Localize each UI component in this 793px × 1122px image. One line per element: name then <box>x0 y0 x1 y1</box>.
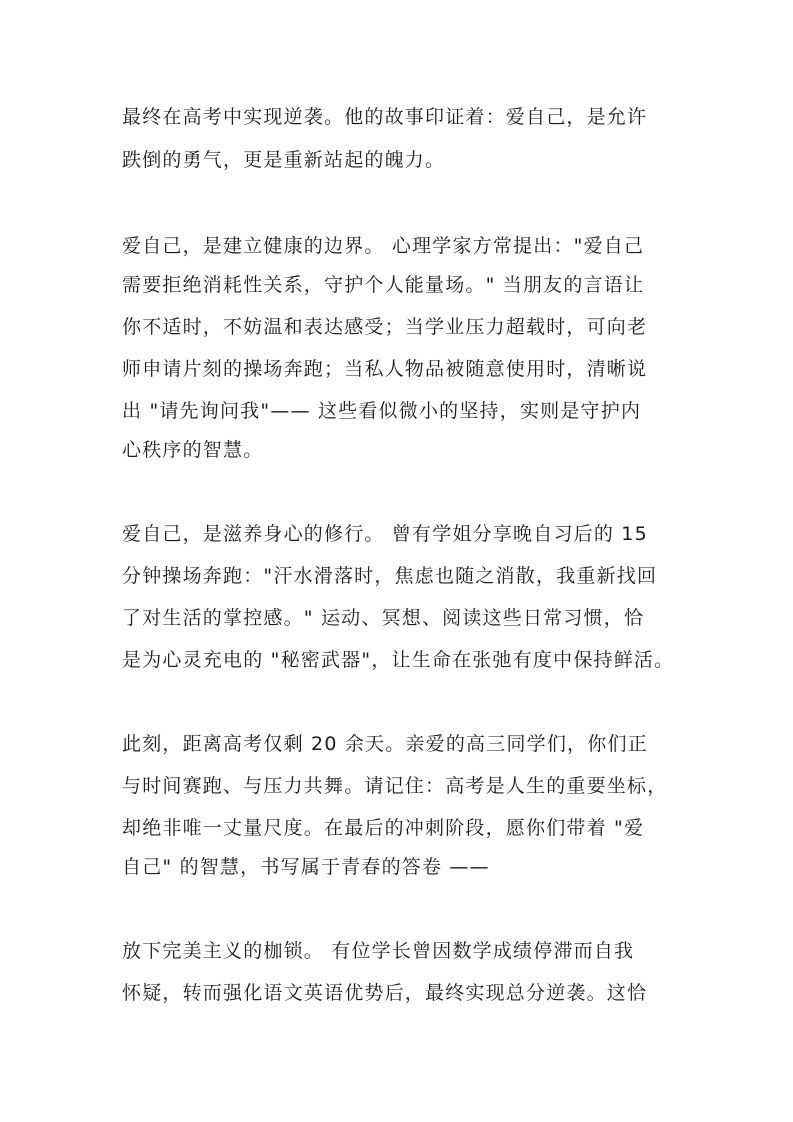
paragraph-3-line-4: 是为心灵充电的 "秘密武器"，让生命在张弛有度中保持鲜活。 <box>122 649 675 671</box>
paragraph-3-line-1: 爱自己，是滋养身心的修行。 曾有学姐分享晚自习后的 15 <box>122 523 648 545</box>
paragraph-2-line-1: 爱自己，是建立健康的边界。 心理学家方常提出："爱自己 <box>122 235 645 257</box>
paragraph-2-line-4: 师申请片刻的操场奔跑；当私人物品被随意使用时，清晰说 <box>122 358 648 380</box>
paragraph-5-line-1: 放下完美主义的枷锁。 有位学长曾因数学成绩停滞而自我 <box>122 940 635 962</box>
paragraph-4-line-4: 自己" 的智慧，书写属于青春的答卷 —— <box>122 856 490 878</box>
paragraph-5-line-2: 怀疑，转而强化语文英语优势后，最终实现总分逆袭。这恰 <box>122 982 648 1004</box>
paragraph-2-line-6: 心秩序的智慧。 <box>122 439 264 461</box>
paragraph-3-line-3: 了对生活的掌控感。" 运动、冥想、阅读这些日常习惯，恰 <box>122 607 645 629</box>
paragraph-1-line-2: 跌倒的勇气，更是重新站起的魄力。 <box>122 149 446 171</box>
paragraph-2-line-3: 你不适时，不妨温和表达感受；当学业压力超载时，可向老 <box>122 316 648 338</box>
paragraph-4-line-1: 此刻，距离高考仅剩 20 余天。亲爱的高三同学们，你们正 <box>122 733 648 755</box>
paragraph-2-line-5: 出 "请先询问我"—— 这些看似微小的坚持，实则是守护内 <box>122 400 642 422</box>
paragraph-3-line-2: 分钟操场奔跑："汗水滑落时，焦虑也随之消散，我重新找回 <box>122 565 658 587</box>
paragraph-4-line-3: 却绝非唯一丈量尺度。在最后的冲刺阶段，愿你们带着 "爱 <box>122 817 645 839</box>
paragraph-1-line-1: 最终在高考中实现逆袭。他的故事印证着：爱自己，是允许 <box>122 106 648 128</box>
paragraph-4-line-2: 与时间赛跑、与压力共舞。请记住：高考是人生的重要坐标， <box>122 775 668 797</box>
paragraph-2-line-2: 需要拒绝消耗性关系，守护个人能量场。" 当朋友的言语让 <box>122 274 645 296</box>
